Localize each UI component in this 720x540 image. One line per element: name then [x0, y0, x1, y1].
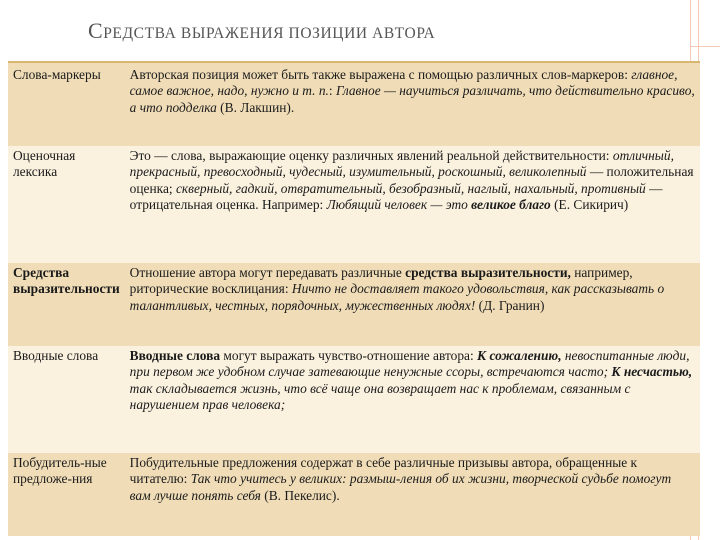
text-segment: например, риторические восклицания:: [129, 265, 633, 297]
text-segment: так складывается жизнь, что всё чаще она возвращает нас к проблемам, связанным с нарушением прав человека;: [129, 380, 631, 413]
row-description: [125, 453, 700, 536]
text-segment: невоспитанные люди, при первом же удобном случае затевающие ненужные ссоры, встречаются часто;: [129, 348, 690, 380]
text-segment: Ничто не доставляет такого удовольствия, как рассказывать о талантливых, честных, порядочных, мужественных людях!: [129, 281, 665, 313]
text-segment: :: [328, 83, 336, 99]
text-segment: могут выражать чувство-отношение автора:: [220, 348, 478, 363]
text-segment: К несчастью,: [611, 364, 693, 380]
text-segment: (В. Пекелис).: [260, 487, 340, 503]
text-segment: Главное — научиться различать, что действительно красиво, а что подделка: [129, 83, 695, 115]
row-description: [125, 346, 700, 453]
table-row: [8, 146, 700, 263]
text-segment: Так что учитесь у великих: размыш-ления об их жизни, творческой судьбе помогут вам лучше понять себя: [129, 471, 672, 503]
text-segment: Это — слова, выражающие оценку различных явлений реальной действительности:: [129, 148, 613, 163]
table-row: [8, 263, 700, 346]
text-segment: — положительная оценка;: [129, 164, 694, 196]
text-segment: Любящий человек — это: [326, 197, 472, 213]
text-segment: (Д. Гранин): [475, 297, 545, 313]
text-segment: — отрицательная оценка. Например:: [129, 180, 663, 213]
row-description: [125, 146, 700, 263]
text-segment: Отношение автора могут передавать различные: [129, 265, 406, 280]
text-segment: скверный, гадкий, отвратительный, безобразный, наглый, нахальный, противный: [175, 180, 646, 196]
text-segment: (В. Лакшин).: [216, 99, 295, 115]
text-segment: отличный, прекрасный, превосходный, чудесный, изумительный, роскошный, великолепный: [129, 148, 674, 180]
text-segment: К сожалению,: [477, 348, 562, 363]
content-table: [8, 61, 700, 536]
row-term: Оценочная лексика: [8, 146, 125, 263]
text-segment: Побудительные предложения содержат в себе различные призывы автора, обращенные к читателю:: [129, 455, 638, 487]
text-segment: средства выразительности,: [405, 265, 571, 280]
text-segment: (Е. Сикирич): [550, 197, 629, 213]
text-segment: Вводные слова: [129, 348, 221, 363]
row-term: Средства выразительности: [8, 263, 125, 346]
row-term: Побудитель-ные предложе-ния: [8, 453, 125, 536]
row-description: [125, 62, 700, 146]
row-description: [125, 263, 700, 346]
table-row: [8, 453, 700, 536]
row-term: Вводные слова: [8, 346, 125, 453]
frame-line-top: [690, 46, 720, 47]
table-row: [8, 346, 700, 453]
row-term: Слова-маркеры: [8, 62, 125, 146]
text-segment: великое благо: [471, 197, 551, 213]
text-segment: Авторская позиция может быть также выражена с помощью различных слов-маркеров:: [129, 67, 632, 82]
table-row: [8, 62, 700, 146]
table-body: [8, 62, 700, 536]
slide-title: СРЕДСТВА ВЫРАЖЕНИЯ ПОЗИЦИИ АВТОРА: [88, 18, 436, 43]
text-segment: главное, самое важное, надо, нужно и т. п.: [129, 67, 678, 99]
